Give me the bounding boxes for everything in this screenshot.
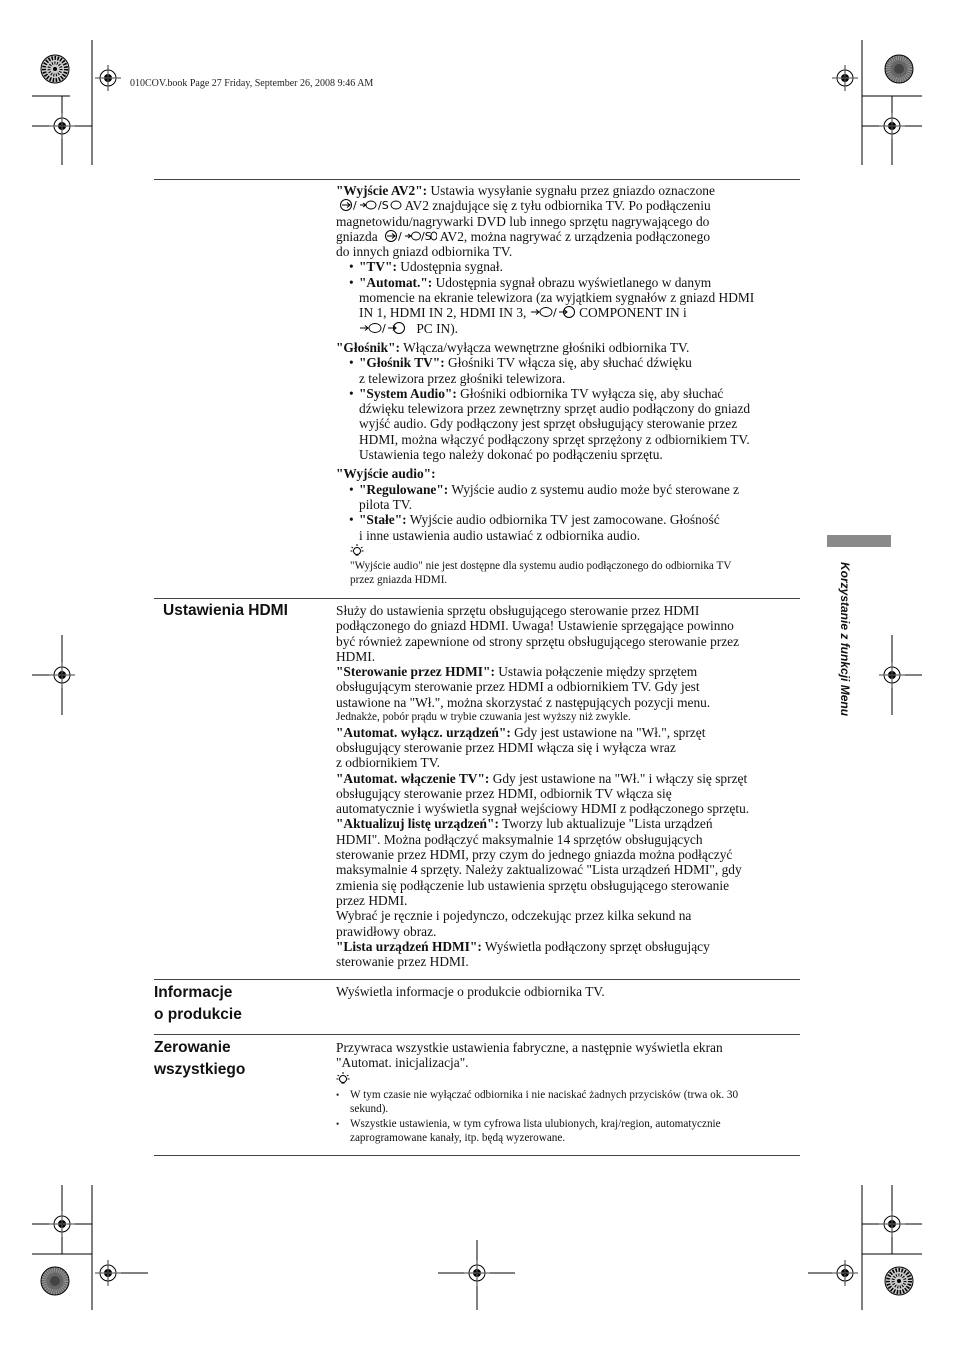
- av2-title: "Wyjście AV2":: [336, 183, 428, 198]
- option-text: Ustawienia tego należy dokonać po podłączeniu sprzętu.: [359, 447, 663, 463]
- heading-line: Zerowanie: [154, 1039, 231, 1056]
- option-text: Wyjście audio odbiornika TV jest zamocowane. Głośność: [406, 512, 720, 528]
- av2-text-5: AV2, można nagrywać z urządzenia podłączonego: [436, 228, 711, 244]
- reset-text: Przywraca wszystkie ustawienia fabryczne, a następnie wyświetla ekran: [336, 1040, 723, 1055]
- tip-text: zaprogramowane kanały, itp. będą wyzerowane.: [350, 1132, 566, 1145]
- heading-product-info: [154, 982, 242, 1026]
- av2-text: Ustawia wysyłanie sygnału przez gniazdo oznaczone: [427, 183, 715, 198]
- option-label: "Regulowane":: [359, 481, 449, 497]
- option-label: "Automat.":: [359, 274, 433, 290]
- update-device-list-label: "Aktualizuj listę urządzeń":: [336, 816, 499, 832]
- hdmi-intro: HDMI.: [336, 648, 376, 664]
- table-rule-bottom: [154, 1155, 800, 1156]
- svg-text:/S: /S: [378, 199, 389, 213]
- auto-device-off-label: "Automat. wyłącz. urządzeń":: [336, 724, 511, 740]
- heading-line: o produkcie: [154, 1006, 242, 1023]
- update-device-list-text: zmienia się podłączenie lub ustawienia sprzętu obsługującego sterowanie: [336, 877, 730, 893]
- av2-jacks-icon: [381, 229, 437, 243]
- auto-tv-on-text: obsługujący sterowanie przez HDMI, odbiornik TV włącza się: [336, 785, 672, 801]
- update-device-list-text: sterowanie przez HDMI, przy czym do jednego gniazda można podłączyć: [336, 847, 733, 863]
- heading-reset-all: [154, 1037, 245, 1081]
- auto-device-off-text: z odbiornikiem TV.: [336, 755, 441, 771]
- component-jacks-icon: [530, 305, 576, 319]
- svg-text:/: /: [382, 321, 386, 335]
- hdmi-settings-cell: [336, 603, 802, 969]
- tip-text: "Wyjście audio" nie jest dostępne dla systemu audio podłączonego do odbiornika TV: [350, 559, 732, 572]
- update-device-list-text: maksymalnie 4 sprzęty. Należy zaktualizować "Lista urządzeń HDMI", gdy: [336, 862, 742, 878]
- audio-out-option-variable: • "Regulowane": Wyjście audio z systemu audio może być sterowane z pilota TV.: [349, 481, 740, 512]
- option-label: "System Audio":: [359, 385, 457, 401]
- auto-device-off-text: Gdy jest ustawione na "Wł.", sprzęt: [510, 724, 706, 740]
- hdmi-control-text: ustawione na "Wł.", można skorzystać z następujących pozycji menu.: [336, 694, 711, 710]
- option-text: HDMI, można włączyć podłączony sprzęt sprzężony z odbiornikiem TV.: [359, 431, 750, 447]
- svg-text:/S: /S: [420, 229, 432, 243]
- option-label: "Stałe":: [359, 512, 407, 528]
- av2-text-4: gniazda: [336, 228, 381, 244]
- update-device-list-text: przez HDMI.: [336, 892, 408, 908]
- tip-text: W tym czasie nie wyłączać odbiornika i nie naciskać żadnych przycisków (trwa ok. 30: [350, 1088, 739, 1101]
- av2-text-6: do innych gniazd odbiornika TV.: [336, 244, 513, 260]
- update-device-list-text: Tworzy lub aktualizuje "Lista urządzeń: [498, 816, 713, 832]
- av2-option-tv: • "TV": Udostępnia sygnał.: [349, 259, 503, 275]
- section-tab-marker: [827, 535, 891, 547]
- auto-tv-on-label: "Automat. włączenie TV":: [336, 770, 490, 786]
- heading-line: Informacje: [154, 984, 233, 1001]
- option-text: Wyjście audio z systemu audio może być sterowane z: [448, 481, 740, 497]
- option-text: dźwięku telewizora przez zewnętrzny sprzęt audio podłączony do gniazd: [359, 401, 751, 417]
- svg-text:/: /: [397, 229, 402, 243]
- svg-text:/: /: [353, 199, 357, 213]
- update-device-list-text: HDMI". Można podłączyć maksymalnie 14 sprzętów obsługujących: [336, 831, 703, 847]
- option-text: Głośniki odbiornika TV wyłącza się, aby słuchać: [456, 385, 724, 401]
- option-text: Udostępnia sygnał obrazu wyświetlanego w danym: [432, 274, 712, 290]
- option-text: IN 1, HDMI IN 2, HDMI IN 3,: [359, 305, 530, 321]
- tip-bulb-icon: [350, 543, 364, 559]
- option-label: "TV":: [359, 259, 397, 275]
- speaker-text: Włącza/wyłącza wewnętrzne głośniki odbiornika TV.: [400, 339, 690, 355]
- heading-hdmi-settings: Ustawienia HDMI: [163, 602, 288, 619]
- svg-text:/: /: [552, 306, 557, 320]
- table-rule-reset: [154, 1034, 800, 1035]
- table-rule-hdmi: [154, 598, 800, 599]
- hdmi-control-text: obsługującym sterowanie przez HDMI a odbiornikiem TV. Gdy jest: [336, 679, 700, 695]
- hdmi-device-list-text: Wyświetla podłączony sprzęt obsługujący: [481, 938, 710, 954]
- s-video-jack-icon: [378, 198, 402, 212]
- speaker-title: "Głośnik":: [336, 339, 400, 355]
- option-label: "Głośnik TV":: [359, 355, 445, 371]
- update-device-list-text: prawidłowy obraz.: [336, 923, 437, 939]
- update-device-list-text: Wybrać je ręcznie i pojedynczo, odczekując przez kilka sekund na: [336, 908, 692, 924]
- option-text: pilota TV.: [359, 496, 413, 512]
- option-text: z telewizora przez głośniki telewizora.: [359, 370, 566, 386]
- tip-bulb-icon: [336, 1071, 350, 1087]
- option-text: wyjść audio. Gdy podłączony jest sprzęt obsługujący sterowanie przez: [359, 416, 738, 432]
- speaker-option-system-audio: • "System Audio": Głośniki odbiornika TV wyłącza się, aby słuchać dźwięku telewizora przez zewnętrzny sprzęt audio podłączony do gniazd wyjść audio. Gdy podłączony jest sprzęt obsługujący sterowanie przez HDMI, można włączyć podłączony sprzęt sprzężony z odbiornikiem TV. Ustawienia tego należy dokonać po podłączeniu sprzętu.: [349, 385, 751, 463]
- table-rule-top: [154, 179, 800, 180]
- auto-device-off-text: obsługujący sterowanie przez HDMI włącza się i wyłącza wraz: [336, 739, 676, 755]
- option-text: i inne ustawienia audio ustawiać z odbiornika audio.: [359, 527, 641, 543]
- av2-option-auto: • "Automat.": Udostępnia sygnał obrazu wyświetlanego w danym momencie na ekranie telewizora (za wyjątkiem sygnałów z gniazd HDMI IN 1, HDMI IN 2, HDMI IN 3, / COMPONENT IN i / PC IN).: [349, 274, 755, 336]
- reset-all-cell: [336, 1040, 802, 1146]
- option-text: Udostępnia sygnał.: [396, 259, 503, 275]
- hdmi-intro: Służy do ustawienia sprzętu obsługującego sterowanie przez HDMI: [336, 603, 700, 618]
- reset-text: "Automat. inicjalizacja".: [336, 1055, 469, 1071]
- tip-text: sekund).: [350, 1103, 389, 1116]
- speaker-option-tv: • "Głośnik TV": Głośniki TV włącza się, aby słuchać dźwięku z telewizora przez głośniki telewizora.: [349, 355, 692, 386]
- pc-in-jacks-icon: [359, 321, 413, 335]
- hdmi-intro: podłączonego do gniazd HDMI. Uwaga! Ustawienie sprzęgające powinno: [336, 618, 734, 634]
- option-text: Głośniki TV włącza się, aby słuchać dźwięku: [444, 355, 692, 371]
- tip-text: przez gniazda HDMI.: [350, 574, 448, 587]
- reset-tip-item: • Wszystkie ustawienia, w tym cyfrowa lista ulubionych, kraj/region, automatycznie zaprogramowane kanały, itp. będą wyzerowane.: [336, 1117, 721, 1145]
- av2-text-3: magnetowidu/nagrywarki DVD lub innego sprzętu nagrywającego do: [336, 213, 710, 229]
- product-info-cell: [336, 984, 802, 999]
- hdmi-control-note: Jednakże, pobór prądu w trybie czuwania jest wyższy niż zwykle.: [336, 711, 631, 724]
- audio-out-option-fixed: • "Stałe": Wyjście audio odbiornika TV jest zamocowane. Głośność i inne ustawienia audio ustawiać z odbiornika audio.: [349, 512, 720, 543]
- av-out-jack-icon: [336, 198, 378, 212]
- reset-tip-item: • W tym czasie nie wyłączać odbiornika i nie naciskać żadnych przycisków (trwa ok. 30 sekund).: [336, 1088, 739, 1116]
- hdmi-device-list-label: "Lista urządzeń HDMI":: [336, 938, 482, 954]
- option-text: momencie na ekranie telewizora (za wyjątkiem sygnałów z gniazd HDMI: [359, 290, 755, 306]
- table-rule-info: [154, 979, 800, 980]
- hdmi-device-list-text: sterowanie przez HDMI.: [336, 954, 469, 970]
- option-text: COMPONENT IN i: [575, 305, 687, 321]
- hdmi-control-label: "Sterowanie przez HDMI":: [336, 664, 495, 680]
- hdmi-intro: być również zapewnione od strony sprzętu obsługującego sterowanie przez: [336, 633, 740, 649]
- section-side-label: Korzystanie z funkcji Menu: [838, 562, 852, 717]
- auto-tv-on-text: automatycznie i wyświetla sygnał wejściowy HDMI z podłączonego sprzętu.: [336, 801, 750, 817]
- av2-text-2: AV2 znajdujące się z tyłu odbiornika TV. Po podłączeniu: [402, 198, 711, 214]
- audio-out-title: "Wyjście audio":: [336, 466, 436, 482]
- hdmi-control-text: Ustawia połączenie między sprzętem: [494, 664, 698, 680]
- settings-continued-cell: [336, 183, 802, 588]
- option-text: PC IN).: [413, 320, 459, 336]
- print-header: 010COV.book Page 27 Friday, September 26, 2008 9:46 AM: [130, 78, 374, 89]
- heading-line: wszystkiego: [154, 1061, 246, 1078]
- tip-text: Wszystkie ustawienia, w tym cyfrowa lista ulubionych, kraj/region, automatycznie: [350, 1117, 721, 1130]
- product-info-text: Wyświetla informacje o produkcie odbiornika TV.: [336, 984, 605, 999]
- auto-tv-on-text: Gdy jest ustawione na "Wł." i włączy się sprzęt: [489, 770, 748, 786]
